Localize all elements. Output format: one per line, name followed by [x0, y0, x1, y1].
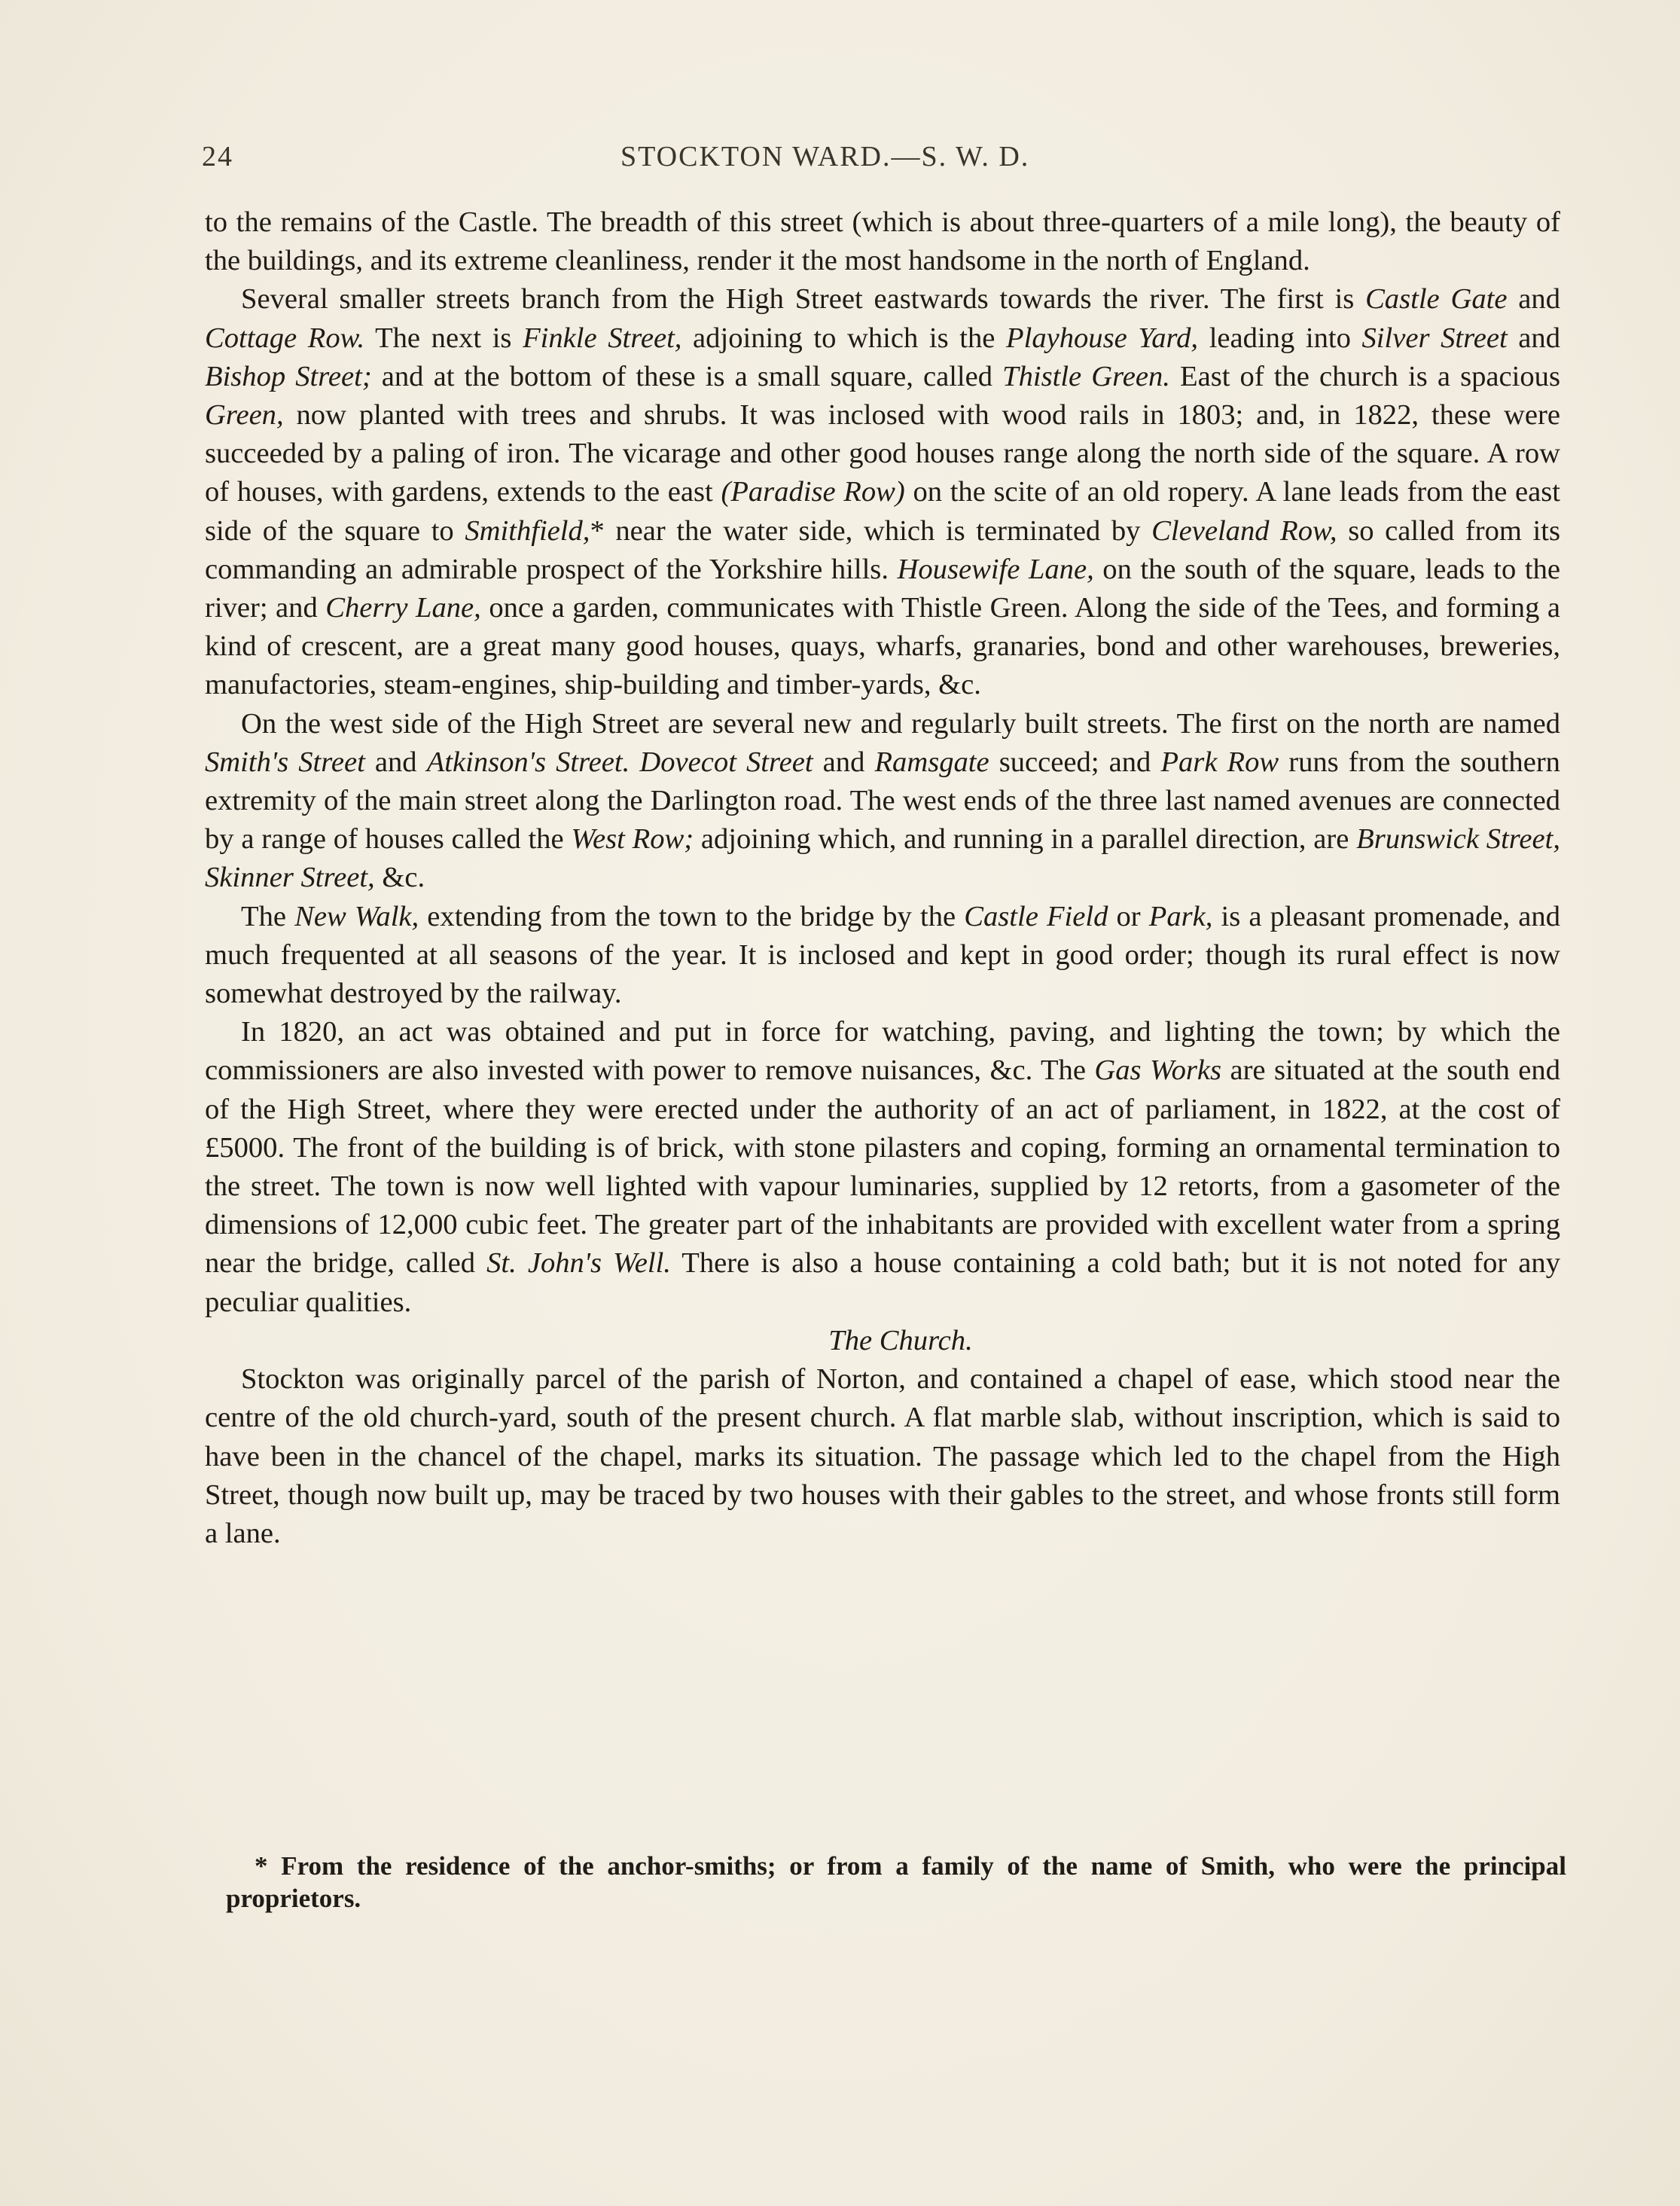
italic-run: Dovecot Street [639, 746, 813, 778]
italic-run: Cleveland Row, [1151, 514, 1337, 547]
italic-run: Cherry Lane, [325, 592, 481, 624]
italic-run: Playhouse Yard, [1006, 322, 1199, 354]
paragraph-new-walk [205, 898, 1560, 1014]
italic-run: Bishop Street; [205, 360, 372, 392]
italic-run: Silver Street [1361, 322, 1508, 354]
running-head [202, 140, 1557, 178]
text-run: runs from the southern extremity of the main street along the Darlington road. The west ends of the three last named avenues are connected by a range of houses called the [205, 746, 1560, 856]
text-run: adjoining to which is the [681, 322, 1007, 354]
text-run: and [364, 746, 427, 778]
text-run: East of the church is a spacious [1169, 360, 1560, 392]
text-run: On the west side of the High Street are several new and regularly built streets. The first on the north are named [241, 707, 1560, 740]
text-run: The next is [364, 322, 523, 354]
italic-run: Park Row [1160, 746, 1279, 778]
italic-run: Skinner Street, [205, 862, 375, 894]
text-run: and [813, 746, 875, 778]
italic-run: Atkinson's Street. [426, 746, 630, 778]
italic-run: Castle Gate [1365, 283, 1508, 316]
italic-run: New Walk, [294, 900, 419, 932]
page-number: 24 [202, 141, 233, 172]
text-run: There is also a house containing a cold bath; but it is not noted for any peculiar qualities. [205, 1247, 1560, 1318]
italic-run: Finkle Street, [523, 322, 682, 354]
paragraph-castle-street [205, 203, 1560, 280]
text-run: extending from the town to the bridge by the [419, 900, 965, 932]
text-run: adjoining which, and running in a parallel direction, are [694, 823, 1357, 856]
italic-run: (Paradise Row) [721, 476, 905, 508]
text-run: so called from its commanding an admirable prospect of the Yorkshire hills. [205, 514, 1560, 585]
italic-run: West Row; [571, 823, 694, 856]
text-run: and [1507, 283, 1560, 316]
italic-run: Gas Works [1094, 1054, 1222, 1087]
footnote [226, 1850, 1566, 1915]
italic-run: St. John's Well. [486, 1247, 671, 1280]
paragraph-church: Stockton was originally parcel of the parish of Norton, and contained a chapel of ease, which stood near the centre of the old church-yard, south of the present church. A flat marble slab, without inscription, which is said to have been in the chancel of the chapel, marks its situation. The passage which led to the chapel from the High Street, though now built up, may be traced by two houses with their gables to the street, and whose fronts still form a lane. [205, 1363, 1560, 1549]
italic-run: Housewife Lane, [897, 553, 1094, 585]
italic-run: Ramsgate [874, 746, 989, 778]
text-run: The [241, 900, 295, 932]
text-run: on the south of the square, leads to the river; and [205, 553, 1560, 624]
section-title-church: The Church. [828, 1324, 973, 1356]
italic-run: Castle Field [964, 900, 1108, 932]
paragraph-east-streets [205, 280, 1560, 704]
text-run [630, 746, 639, 778]
italic-run: Smith's Street [205, 746, 365, 778]
text-run: Several smaller streets branch from the High Street eastwards towards the river. The first is [241, 283, 1366, 316]
text-run: now planted with trees and shrubs. It was inclosed with wood rails in 1803; and, in 1822, these were succeeded by a paling of iron. The vicarage and other good houses range along the north side of the square. A row of houses, with gardens, extends to the east [205, 399, 1560, 508]
italic-run: Thistle Green. [1002, 360, 1170, 392]
text-run: on the scite of an old ropery. A lane leads from the east side of the square to [205, 476, 1560, 547]
italic-run: Smithfield, [465, 514, 590, 547]
text-run: succeed; and [989, 746, 1161, 778]
text-run: once a garden, communicates with Thistle Green. Along the side of the Tees, and forming a kind of crescent, are a great many good houses, quays, wharfs, granaries, bond and other warehouses, breweries, manufactories, steam-engines, ship-building and timber-yards, &c. [205, 592, 1560, 701]
text-run: In 1820, an act was obtained and put in force for watching, paving, and lighting the town; by which the commissioners are also invested with power to remove nuisances, &c. The [205, 1016, 1560, 1087]
running-head-title: STOCKTON WARD.—S. W. D. [620, 141, 1030, 172]
text-run: and [1507, 322, 1561, 354]
italic-run: Park, [1148, 900, 1213, 932]
paragraph-west-streets [205, 705, 1560, 898]
text-run: are situated at the south end of the High Street, where they were erected under the authority of an act of parliament, in 1822, at the cost of £5000. The front of the building is of brick, with stone pilasters and coping, forming an ornamental termination to the street. The town is now well lighted with vapour luminaries, supplied by 12 retorts, from a gasometer of the dimensions of 12,000 cubic feet. The greater part of the inhabitants are provided with excellent water from a spring near the bridge, called [205, 1054, 1560, 1280]
text-run: &c. [374, 862, 425, 894]
text-run: to the remains of the Castle. The breadth of this street (which is about three-quarters of a mile long), the beauty of the buildings, and its extreme cleanliness, render it the most handsome in the north of England. [205, 206, 1560, 277]
text-run: or [1108, 900, 1149, 932]
footnote-text: * From the residence of the anchor-smiths; or from a family of the name of Smith, who were the principal proprietors. [226, 1851, 1566, 1913]
italic-run: Green, [205, 399, 284, 432]
italic-run: Brunswick Street, [1356, 823, 1560, 856]
main-text [205, 203, 1560, 1553]
text-run: * near the water side, which is terminated by [590, 514, 1152, 547]
text-run: leading into [1198, 322, 1362, 354]
italic-run: Cottage Row. [205, 322, 365, 354]
text-run: is a pleasant promenade, and much frequented at all seasons of the year. It is inclosed and kept in good order; though its rural effect is now somewhat destroyed by the railway. [205, 900, 1560, 1010]
paragraph-gas-works [205, 1013, 1560, 1322]
text-run: and at the bottom of these is a small square, called [371, 360, 1003, 392]
